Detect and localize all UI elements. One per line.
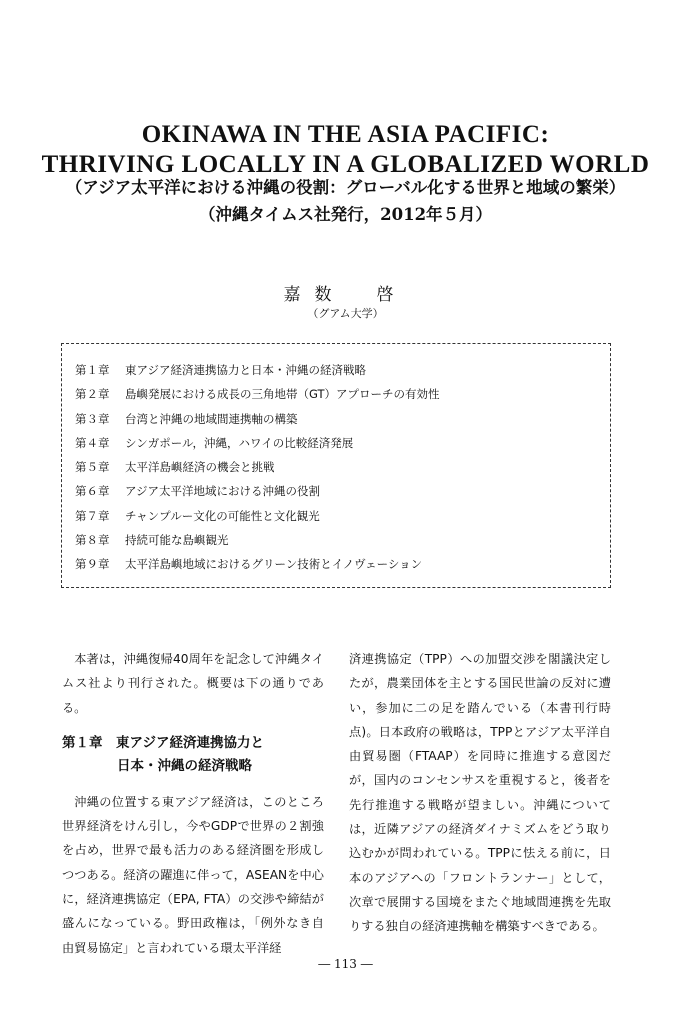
chapter-1-heading-line-2: 日本・沖縄の経済戦略 xyxy=(117,757,252,774)
toc-chapter-title: 太平洋島嶼経済の機会と挑戦 xyxy=(125,460,275,475)
toc-item xyxy=(75,385,440,409)
author-name: 嘉数 啓 xyxy=(283,285,408,305)
toc-chapter-number: 第６章 xyxy=(75,484,110,499)
toc-chapter-title: 島嶼発展における成長の三角地帯（GT）アプローチの有効性 xyxy=(125,387,440,402)
toc-item xyxy=(75,458,440,482)
toc-chapter-number: 第３章 xyxy=(75,411,110,426)
toc-chapter-number: 第２章 xyxy=(75,387,110,402)
publication-info: （沖縄タイムス社発行，2012年５月） xyxy=(198,205,493,224)
toc-item xyxy=(75,361,440,385)
toc-chapter-number: 第８章 xyxy=(75,533,110,548)
toc-chapter-title: チャンプルー文化の可能性と文化観光 xyxy=(125,508,320,523)
intro-paragraph: 本著は，沖縄復帰40周年を記念して沖縄タイムス社より刊行された。概要は下の通りである。 xyxy=(62,652,324,715)
right-column xyxy=(349,647,611,939)
toc-item xyxy=(75,531,440,555)
chapter-1-paragraph-left: 沖縄の位置する東アジア経済は，このところ世界経済をけん引し，今やGDPで世界の２割強を占め，世界で最も活力のある経済圏を形成しつつある。経済の躍進に伴って，ASEANを中心に，経済連携協定（EPA, FTA）の交渉や締結が盛んになっている。野田政権は，「例外なき自由貿易協定」と言われている環太平洋経 xyxy=(62,794,324,955)
toc-chapter-number: 第９章 xyxy=(75,557,110,572)
toc-item xyxy=(75,555,440,579)
toc-chapter-number: 第７章 xyxy=(75,508,110,523)
chapter-1-heading-line-1: 第１章 東アジア経済連携協力と xyxy=(62,734,264,751)
toc-chapter-number: 第４章 xyxy=(75,435,110,450)
author-affiliation: （グアム大学） xyxy=(307,307,384,320)
toc-chapter-title: アジア太平洋地域における沖縄の役割 xyxy=(125,484,321,499)
toc-chapter-title: シンガポール，沖縄，ハワイの比較経済発展 xyxy=(125,435,354,450)
table-of-contents xyxy=(61,343,611,588)
chapter-1-heading xyxy=(62,732,324,778)
left-column xyxy=(62,647,324,960)
toc-chapter-title: 太平洋島嶼地域におけるグリーン技術とイノヴェーション xyxy=(125,557,423,572)
page-number: ― 113 ― xyxy=(318,957,373,971)
toc-chapter-number: 第１章 xyxy=(75,363,110,377)
toc-chapter-number: 第５章 xyxy=(75,460,110,475)
chapter-1-paragraph-right: 済連携協定（TPP）への加盟交渉を閣議決定したが，農業団体を主とする国民世論の反対に遭い，参加に二の足を踏んでいる（本書刊行時点)。日本政府の戦略は，TPPとアジア太平洋自由貿易圏（FTAAP）を同時に推進する意図だが，国内のコンセンサスを重視すると，後者を先行推進する戦略が望ましい。沖縄については，近隣アジアの経済ダイナミズムをどう取り込むかが問われている。TPPに怯える前に，日本のアジアへの「フロントランナー」として，次章で展開する国境をまたぐ地域間連携を先取りする独自の経済連携軸を構築すべきである。 xyxy=(349,652,611,934)
subtitle-japanese: （アジア太平洋における沖縄の役割：グローバル化する世界と地域の繁栄） xyxy=(65,178,626,197)
toc-item xyxy=(75,507,440,531)
toc-chapter-title: 持続可能な島嶼観光 xyxy=(125,533,229,548)
toc-item xyxy=(75,434,440,458)
title-line-2: THRIVING LOCALLY IN A GLOBALIZED WORLD xyxy=(41,151,650,178)
toc-item xyxy=(75,410,440,434)
toc-chapter-title: 台湾と沖縄の地域間連携軸の構築 xyxy=(125,411,298,426)
toc-chapter-title: 東アジア経済連携協力と日本・沖縄の経済戦略 xyxy=(125,363,367,377)
toc-item xyxy=(75,482,440,506)
toc-list xyxy=(75,361,440,580)
title-line-1: OKINAWA IN THE ASIA PACIFIC: xyxy=(141,121,550,148)
